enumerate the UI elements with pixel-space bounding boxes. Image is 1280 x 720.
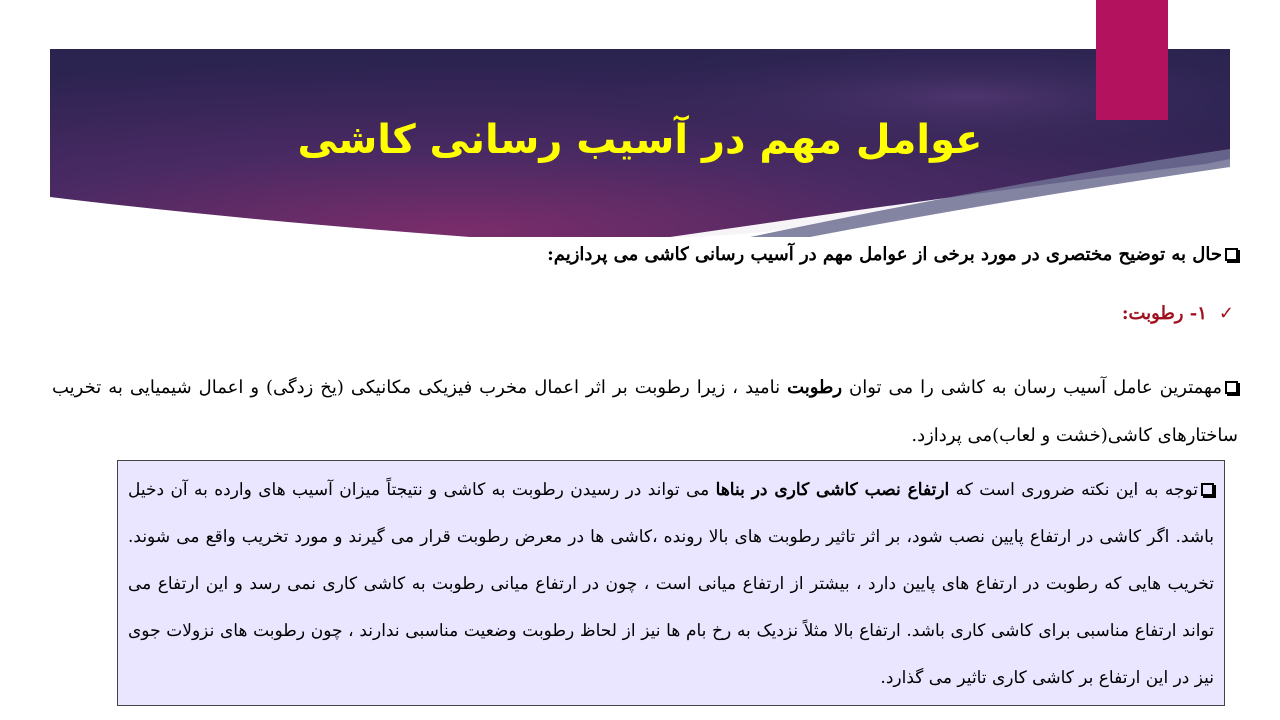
square-bullet-icon <box>1201 483 1214 496</box>
paragraph-bold-term: رطوبت <box>787 377 843 398</box>
paragraph-text-cont: نامید ، زیرا رطوبت بر اثر اعمال مخرب فیزیکی مکانیکی (یخ زدگی) و اعمال شیمیایی به تخریب ساختارهای کاشی(خشت و لعاب)می پردازد. <box>52 377 1238 446</box>
intro-text: حال به توضیح مختصری در مورد برخی از عوامل مهم در آسیب رسانی کاشی می پردازیم: <box>547 244 1222 265</box>
square-bullet-icon <box>1225 381 1238 394</box>
box-text-cont: می تواند در رسیدن رطوبت به کاشی و نتیجتاً میزان آسیب های وارده به آن دخیل باشد. اگر کاشی در ارتفاع پایین نصب شود، بر اثر تاثیر رطوبت های بالا رونده ،کاشی ها در معرض رطوبت قرار می گیرند و مورد تخریب واقع می شوند. تخریب هایی که رطوبت در ارتفاع های پایین دارد ، بیشتر از ارتفاع میانی است ، چون در ارتفاع میانی رطوبت به کاشی کاری نمی رسد و این ارتفاع می تواند ارتفاع مناسبی برای کاشی کاری باشد. ارتفاع بالا مثلاً نزدیک به رخ بام ها نیز از لحاظ رطوبت وضعیت مناسبی ندارند ، چون رطوبت های نزولات جوی نیز در این ارتفاع بر کاشی کاری تاثیر می گذارد. <box>128 480 1214 688</box>
subheading-text: ۱- رطوبت: <box>1121 303 1207 324</box>
box-bold-term: ارتفاع نصب کاشی کاری در بناها <box>715 480 950 500</box>
square-bullet-icon <box>1225 248 1238 261</box>
paragraph-text: مهمترین عامل آسیب رسان به کاشی را می توان <box>842 377 1222 398</box>
intro-line <box>547 244 1238 265</box>
box-text: توجه به این نکته ضروری است که <box>949 480 1198 500</box>
height-note-box <box>117 460 1225 706</box>
moisture-paragraph <box>52 364 1238 460</box>
checkmark-icon: ✓ <box>1218 303 1234 324</box>
slide-title: عوامل مهم در آسیب رسانی کاشی <box>297 117 983 163</box>
subheading-moisture <box>1122 303 1234 324</box>
